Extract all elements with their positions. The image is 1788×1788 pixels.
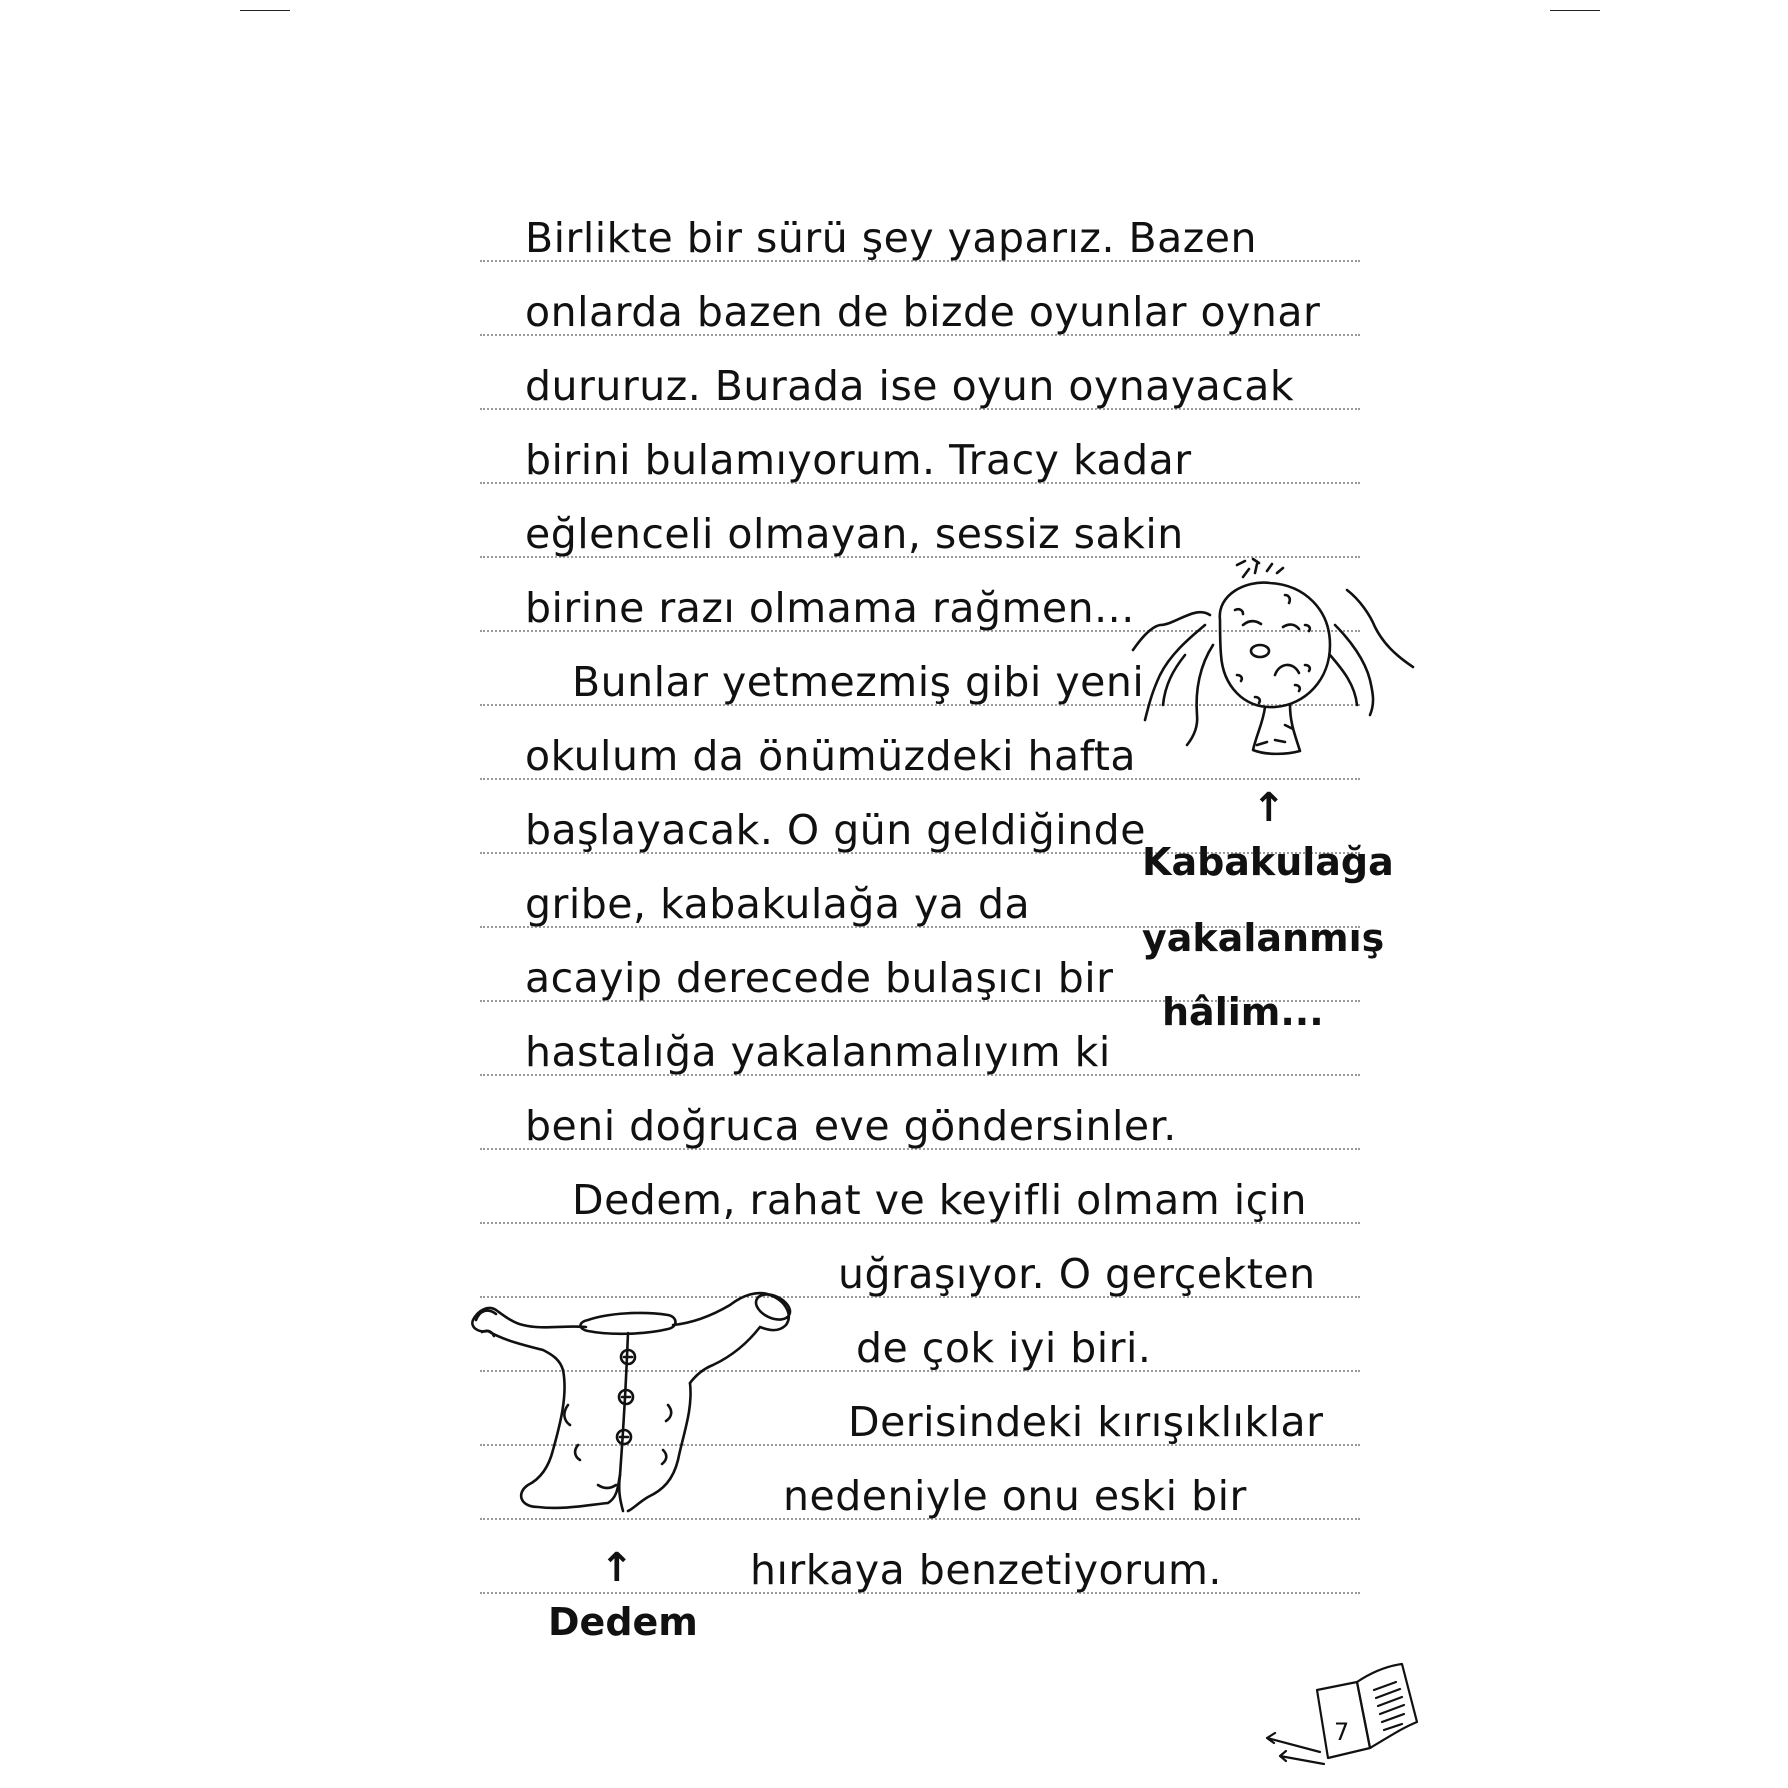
text-line: onlarda bazen de bizde oyunlar oynar xyxy=(525,288,1321,336)
grandpa-caption: Dedem xyxy=(548,1600,698,1644)
text-line: Dedem, rahat ve keyifli olmam için xyxy=(572,1176,1308,1224)
crop-mark-left xyxy=(240,10,290,11)
cardigan-icon xyxy=(468,1285,818,1525)
arrow-up-icon: ↑ xyxy=(600,1545,634,1591)
crop-mark-right xyxy=(1550,10,1600,11)
text-line: Bunlar yetmezmiş gibi yeni xyxy=(572,658,1145,706)
text-line: de çok iyi biri. xyxy=(856,1324,1152,1372)
text-line: gribe, kabakulağa ya da xyxy=(525,880,1031,928)
text-line: uğraşıyor. O gerçekten xyxy=(838,1250,1316,1298)
mumps-caption-line: yakalanmış xyxy=(1142,916,1385,960)
text-line: Birlikte bir sürü şey yaparız. Bazen xyxy=(525,214,1257,262)
text-line: hastalığa yakalanmalıyım ki xyxy=(525,1028,1111,1076)
text-line: eğlenceli olmayan, sessiz sakin xyxy=(525,510,1184,558)
text-line: birini bulamıyorum. Tracy kadar xyxy=(525,436,1192,484)
notebook-icon xyxy=(1262,1660,1432,1780)
text-line: acayip derecede bulaşıcı bir xyxy=(525,954,1114,1002)
text-line: hırkaya benzetiyorum. xyxy=(750,1546,1222,1594)
mumps-face-icon xyxy=(1125,555,1425,785)
arrow-up-icon: ↑ xyxy=(1252,785,1286,831)
text-line: beni doğruca eve göndersinler. xyxy=(525,1102,1177,1150)
text-line: okulum da önümüzdeki hafta xyxy=(525,732,1137,780)
text-line: başlayacak. O gün geldiğinde xyxy=(525,806,1146,854)
mumps-caption-line: hâlim... xyxy=(1162,990,1324,1034)
text-line: Derisindeki kırışıklıklar xyxy=(848,1398,1324,1446)
page-number: 7 xyxy=(1334,1718,1350,1746)
text-line: dururuz. Burada ise oyun oynayacak xyxy=(525,362,1295,410)
text-line: birine razı olmama rağmen... xyxy=(525,584,1135,632)
text-line: nedeniyle onu eski bir xyxy=(783,1472,1247,1520)
mumps-caption-line: Kabakulağa xyxy=(1142,840,1394,884)
